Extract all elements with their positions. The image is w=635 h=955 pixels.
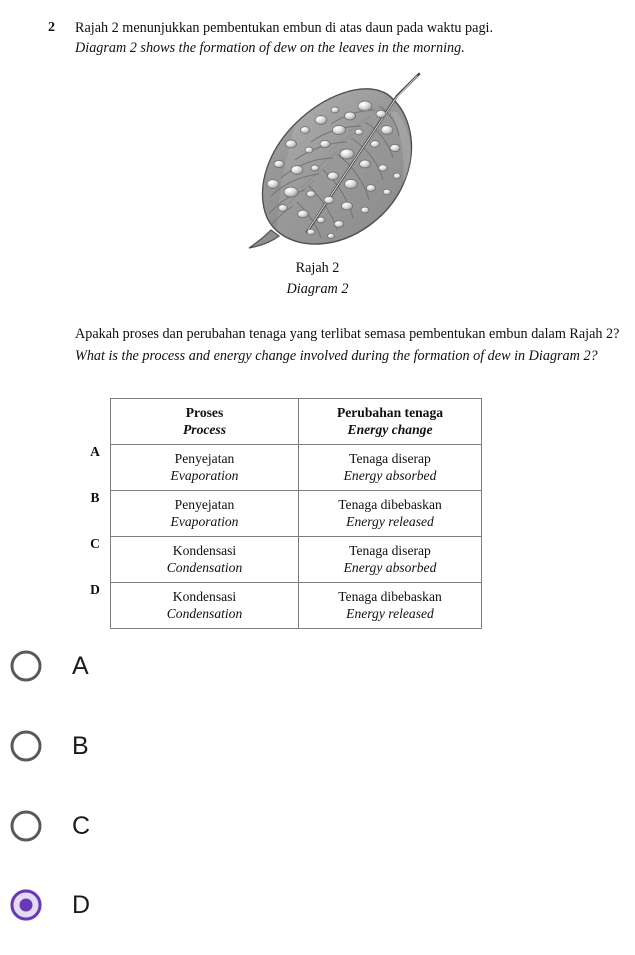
answer-option-d[interactable]	[8, 885, 90, 925]
question-stem-malay: Rajah 2 menunjukkan pembentukan embun di atas daun pada waktu pagi.	[75, 20, 494, 36]
radio-selected-icon-d[interactable]	[8, 887, 44, 923]
process-a-english: Evaporation	[170, 468, 239, 483]
process-c-english: Condensation	[166, 560, 243, 575]
cell-energy-a	[299, 445, 482, 491]
answer-label-a: A	[72, 652, 89, 680]
table-row-letter-a: A	[90, 444, 100, 459]
table-header-energy	[299, 399, 482, 445]
answer-option-b[interactable]	[8, 726, 89, 766]
energy-b-malay: Tenaga dibebaskan	[338, 497, 442, 512]
cell-process-a	[111, 445, 299, 491]
question-stem-lines	[75, 18, 626, 58]
radio-unselected-icon-c[interactable]	[8, 808, 44, 844]
question-number: 2	[48, 20, 55, 35]
question-prompt-malay: Apakah proses dan perubahan tenaga yang terlibat semasa pembentukan embun dalam Rajah 2?	[75, 326, 620, 342]
header-energy-english: Energy change	[347, 422, 433, 437]
process-c-malay: Kondensasi	[172, 543, 237, 558]
cell-energy-c	[299, 537, 482, 583]
energy-a-malay: Tenaga diserap	[349, 451, 431, 466]
process-a-malay: Penyejatan	[174, 451, 235, 466]
table-header-row	[80, 398, 470, 629]
process-d-english: Condensation	[166, 606, 243, 621]
answer-label-c: C	[72, 812, 91, 840]
energy-a-english: Energy absorbed	[343, 468, 437, 483]
table-row	[111, 445, 482, 491]
question-stem-block	[48, 18, 626, 58]
answer-option-c[interactable]	[8, 806, 90, 846]
header-process-english: Process	[182, 422, 227, 437]
options-table	[110, 398, 482, 629]
table-row	[111, 537, 482, 583]
answer-option-a[interactable]	[8, 646, 89, 686]
radio-unselected-icon-b[interactable]	[8, 728, 44, 764]
figure-caption	[0, 258, 635, 300]
radio-unselected-icon-a[interactable]	[8, 648, 44, 684]
table-row	[111, 583, 482, 629]
energy-c-english: Energy absorbed	[343, 560, 437, 575]
table-row-letter-d: D	[90, 582, 100, 597]
question-prompt	[75, 325, 624, 366]
table-head-row	[111, 399, 482, 445]
energy-b-english: Energy released	[346, 514, 434, 529]
table-row-letter-c: C	[90, 536, 100, 551]
cell-process-c	[111, 537, 299, 583]
question-stem-english: Diagram 2 shows the formation of dew on the leaves in the morning.	[75, 40, 465, 56]
cell-process-d	[111, 583, 299, 629]
answer-label-d: D	[72, 891, 91, 919]
table-header-process	[111, 399, 299, 445]
process-b-english: Evaporation	[170, 514, 239, 529]
header-process-malay: Proses	[185, 405, 224, 420]
process-b-malay: Penyejatan	[174, 497, 235, 512]
table-row-letter-b: B	[90, 490, 100, 505]
table-row	[111, 491, 482, 537]
figure-caption-malay: Rajah 2	[295, 260, 340, 276]
header-energy-malay: Perubahan tenaga	[336, 405, 444, 420]
energy-c-malay: Tenaga diserap	[349, 543, 431, 558]
answer-label-b: B	[72, 732, 89, 760]
energy-d-malay: Tenaga dibebaskan	[338, 589, 442, 604]
cell-process-b	[111, 491, 299, 537]
cell-energy-b	[299, 491, 482, 537]
cell-energy-d	[299, 583, 482, 629]
row-letter-spacer	[80, 398, 110, 404]
energy-d-english: Energy released	[346, 606, 434, 621]
figure-caption-english: Diagram 2	[286, 281, 349, 297]
question-prompt-english: What is the process and energy change involved during the formation of dew in Diagram 2?	[75, 347, 598, 364]
process-d-malay: Kondensasi	[172, 589, 237, 604]
options-table-wrapper	[80, 398, 470, 629]
leaf-diagram	[247, 72, 432, 252]
